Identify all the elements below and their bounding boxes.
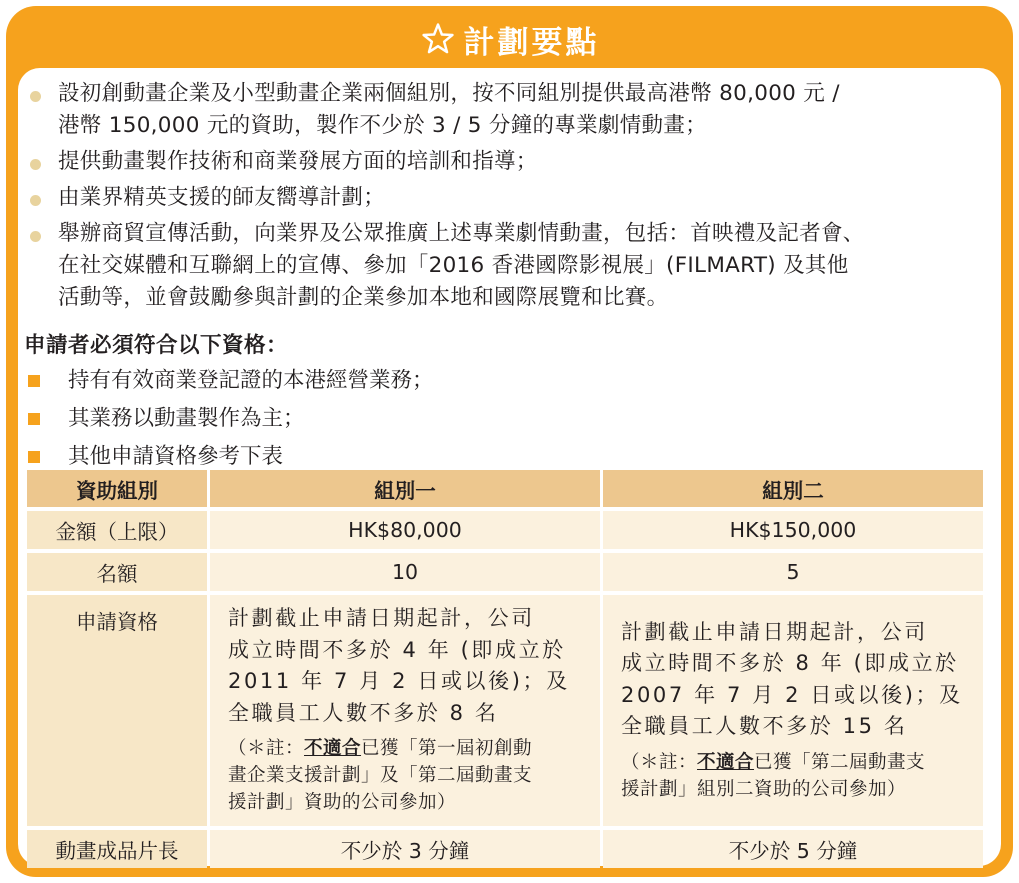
- star-icon: [420, 21, 456, 57]
- bullet-item: [24, 218, 994, 314]
- bullet-dot: [30, 91, 41, 102]
- note-line: [621, 749, 973, 776]
- text-line: 全職員工人數不多於 8 名: [228, 700, 499, 725]
- table-row-length: [27, 830, 983, 868]
- panel-title: 計劃要點: [463, 24, 600, 61]
- content-area: [24, 78, 994, 476]
- table-row-amount: [27, 511, 983, 549]
- requirement-item: [24, 400, 994, 438]
- header-funding-group: 資助組別: [27, 470, 207, 507]
- eligibility-group-2: [603, 595, 983, 826]
- requirement-item: [24, 362, 994, 400]
- row-label: 動畫成品片長: [27, 830, 207, 868]
- bullet-item: [24, 146, 994, 178]
- bullet-item: [24, 78, 994, 142]
- table-row-quota: [27, 553, 983, 591]
- square-bullet: [28, 451, 40, 463]
- bullet-line: 港幣 150,000 元的資助，製作不少於 3 / 5 分鐘的專業劇情動畫；: [58, 113, 707, 138]
- note-line: 援計劃」資助的公司參加）: [228, 792, 457, 813]
- text-line: 全職員工人數不多於 15 名: [621, 714, 908, 738]
- quota-group-2: 5: [603, 553, 983, 591]
- eligibility-text: [621, 617, 973, 743]
- bullet-line: 由業界精英支援的師友嚮導計劃；: [58, 185, 386, 210]
- note-text: 已獲「第一屆初創動: [361, 738, 533, 759]
- note-line: 畫企業支援計劃」及「第二屆動畫支: [228, 765, 533, 786]
- bullet-line: 舉辦商貿宣傳活動，向業界及公眾推廣上述專業劇情動畫，包括：首映禮及記者會、: [58, 221, 865, 246]
- note-emphasis: 不適合: [697, 751, 755, 773]
- funding-table: [24, 466, 986, 872]
- row-label: 名額: [27, 553, 207, 591]
- text-line: 2011 年 7 月 2 日或以後)；及: [228, 669, 570, 693]
- text-line: 成立時間不多於 8 年 (即成立於: [621, 651, 959, 675]
- requirement-text: 其業務以動畫製作為主；: [68, 406, 305, 431]
- eligibility-note: [228, 735, 590, 816]
- row-label: 金額（上限）: [27, 511, 207, 549]
- note-line: [228, 735, 590, 762]
- bullet-item: [24, 182, 994, 214]
- requirement-text: 持有有效商業登記證的本港經營業務；: [68, 368, 434, 393]
- bullet-line: 活動等，並會鼓勵參與計劃的企業參加本地和國際展覽和比賽。: [58, 285, 669, 310]
- requirement-text: 其他申請資格參考下表: [68, 444, 284, 469]
- header-group-2: 組別二: [603, 470, 983, 507]
- table-row-eligibility: [27, 595, 983, 826]
- note-line: 援計劃」組別二資助的公司參加）: [621, 778, 907, 800]
- eligibility-group-1: [210, 595, 600, 826]
- note-emphasis: 不適合: [304, 738, 362, 759]
- bullet-dot: [30, 159, 41, 170]
- text-line: 計劃截止申請日期起計，公司: [228, 606, 535, 630]
- note-text: 已獲「第二屆動畫支: [754, 751, 926, 773]
- table-header-row: [27, 470, 983, 507]
- amount-group-2: HK$150,000: [603, 511, 983, 549]
- bullet-line: 在社交媒體和互聯網上的宣傳、參加「2016 香港國際影視展」(FILMART) 及其他: [58, 253, 849, 278]
- bullet-dot: [30, 231, 41, 242]
- length-group-2: 不少於 5 分鐘: [603, 830, 983, 868]
- bullet-dot: [30, 195, 41, 206]
- square-bullet: [28, 413, 40, 425]
- amount-group-1: HK$80,000: [210, 511, 600, 549]
- text-line: 計劃截止申請日期起計，公司: [621, 619, 928, 644]
- text-line: 成立時間不多於 4 年 (即成立於: [228, 637, 566, 662]
- row-label: 申請資格: [27, 595, 207, 826]
- note-prefix: （＊註：: [228, 738, 305, 759]
- text-line: 2007 年 7 月 2 日或以後)；及: [621, 682, 963, 707]
- eligibility-text: [228, 603, 590, 729]
- note-prefix: （＊註：: [621, 751, 698, 773]
- panel-header: [6, 16, 1013, 62]
- bullet-line: 提供動畫製作技術和商業發展方面的培訓和指導；: [58, 149, 538, 174]
- length-group-1: 不少於 3 分鐘: [210, 830, 600, 868]
- square-bullet: [28, 375, 40, 387]
- requirements-title: 申請者必須符合以下資格：: [24, 333, 289, 358]
- bullet-line: 設初創動畫企業及小型動畫企業兩個組別，按不同組別提供最高港幣 80,000 元 /: [58, 81, 840, 106]
- quota-group-1: 10: [210, 553, 600, 591]
- eligibility-note: [621, 749, 973, 803]
- header-group-1: 組別一: [210, 470, 600, 507]
